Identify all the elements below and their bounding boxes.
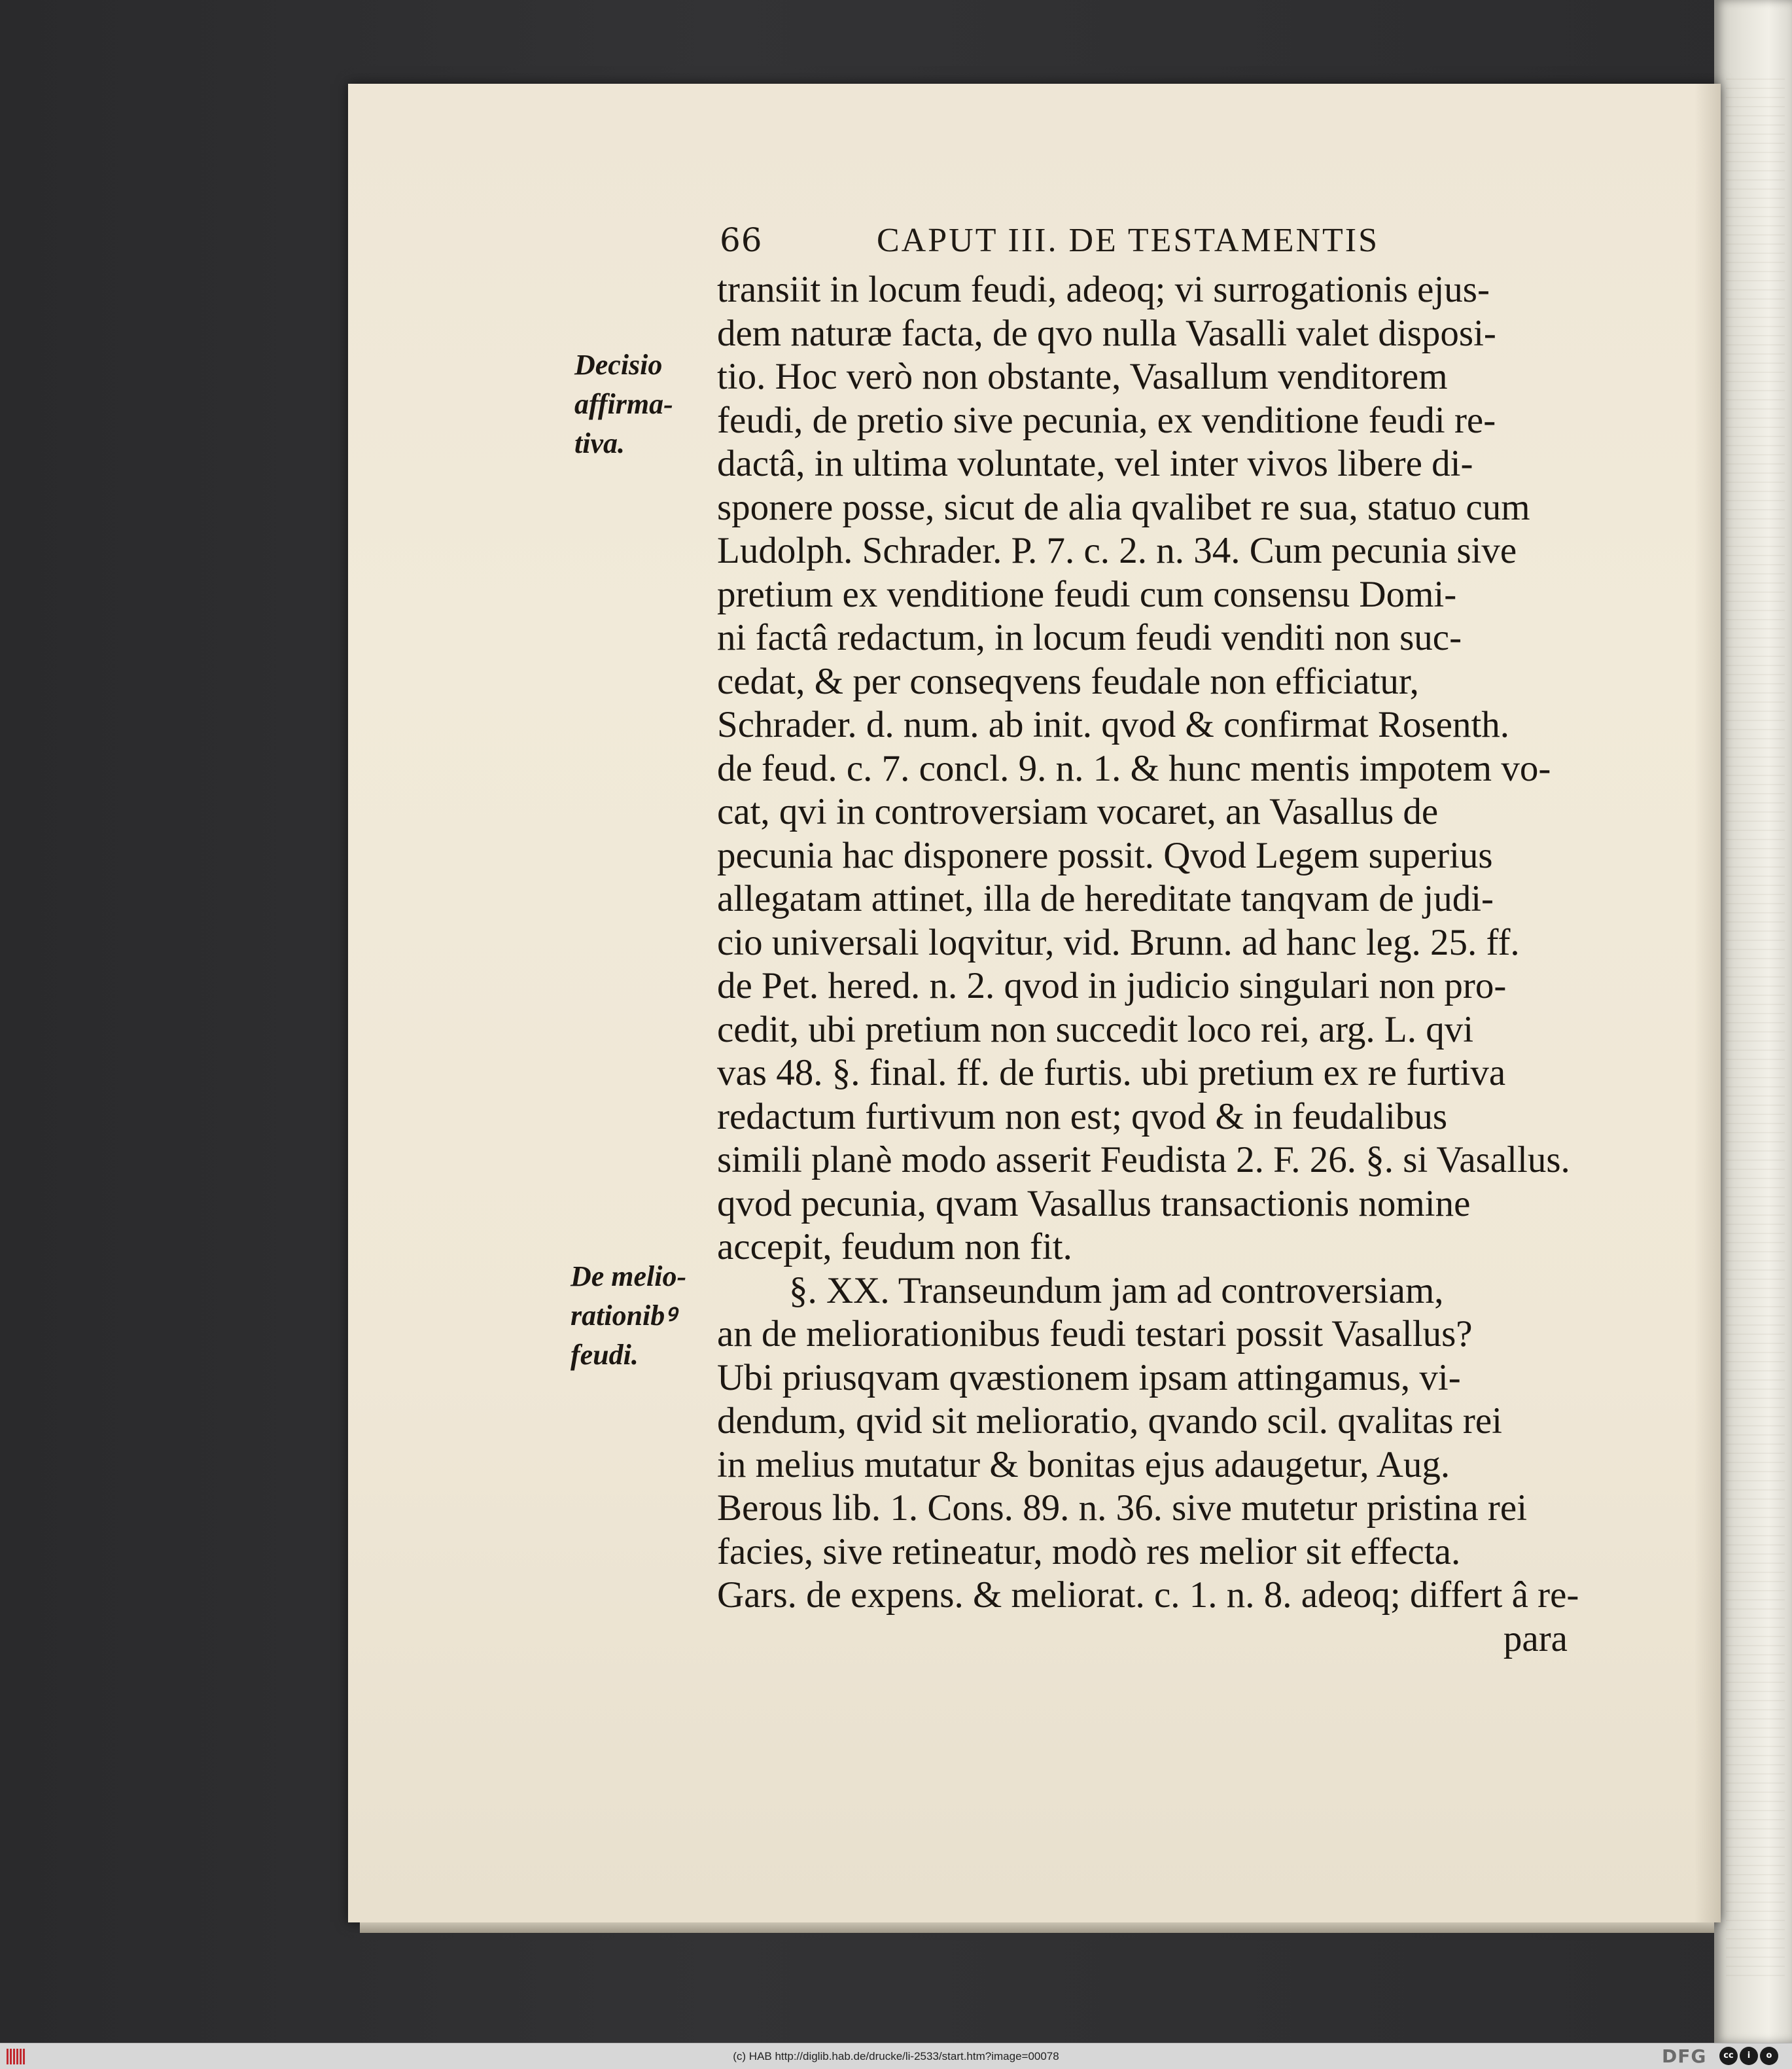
margin-note-meliorationibus: [571, 1257, 686, 1375]
margin-note-line: rationibꝰ: [571, 1300, 676, 1332]
page-header: [720, 221, 1452, 267]
page-stack-edge: [1714, 0, 1792, 2043]
margin-note-line: feudi.: [571, 1339, 639, 1371]
text-line: cio universali loqvitur, vid. Brunn. ad hanc leg. 25. ff.: [717, 921, 1520, 963]
text-line: sponere posse, sicut de alia qvalibet re sua, statuo cum: [717, 486, 1530, 528]
text-line: allegatam attinet, illa de hereditate tanqvam de judi-: [717, 878, 1494, 919]
text-line: dactâ, in ultima voluntate, vel inter vivos libere di-: [717, 443, 1473, 484]
text-line: accepit, feudum non fit.: [717, 1226, 1072, 1267]
text-line: de Pet. hered. n. 2. qvod in judicio singulari non pro-: [717, 965, 1507, 1006]
running-head: CAPUT III. DE TESTAMENTIS: [877, 222, 1380, 259]
text-line: cat, qvi in controversiam vocaret, an Vasallus de: [717, 791, 1439, 832]
text-line: Berous lib. 1. Cons. 89. n. 36. sive mutetur pristina rei: [717, 1487, 1528, 1529]
text-line: Ludolph. Schrader. P. 7. c. 2. n. 34. Cum pecunia sive: [717, 530, 1517, 571]
margin-note-line: Decisio: [574, 349, 663, 381]
dfg-logo: DFG: [1662, 2045, 1707, 2067]
text-line: an de meliorationibus feudi testari possit Vasallus?: [717, 1313, 1473, 1354]
text-line: dem naturæ facta, de qvo nulla Vasalli valet disposi-: [717, 312, 1496, 354]
sa-icon[interactable]: o: [1760, 2047, 1778, 2065]
text-line: pretium ex venditione feudi cum consensu Domi-: [717, 573, 1457, 615]
by-icon[interactable]: i: [1740, 2047, 1758, 2065]
text-line: redactum furtivum non est; qvod & in feudalibus: [717, 1095, 1448, 1137]
text-line: Gars. de expens. & meliorat. c. 1. n. 8. adeoq; differt â re-: [717, 1574, 1579, 1616]
page-bottom-edge: [360, 1922, 1714, 1933]
text-line: in melius mutatur & bonitas ejus adaugetur, Aug.: [717, 1443, 1450, 1485]
margin-note-decisio: [574, 345, 673, 463]
text-line: vas 48. §. final. ff. de furtis. ubi pretium ex re furtiva: [717, 1052, 1506, 1093]
text-line: Ubi priusqvam qvæstionem ipsam attingamus, vi-: [717, 1356, 1461, 1398]
text-line: pecunia hac disponere possit. Qvod Legem superius: [717, 834, 1493, 876]
catchword: para: [1503, 1618, 1568, 1659]
text-line: transiit in locum feudi, adeoq; vi surrogationis ejus-: [717, 269, 1490, 310]
text-line: ni factâ redactum, in locum feudi venditi non suc-: [717, 617, 1462, 658]
license-icons[interactable]: [1719, 2047, 1778, 2065]
cc-icon[interactable]: cc: [1719, 2047, 1738, 2065]
text-line: §. XX. Transeundum jam ad controversiam,: [789, 1269, 1444, 1311]
text-line: cedat, & per conseqvens feudale non efficiatur,: [717, 660, 1419, 702]
margin-note-line: affirma-: [574, 388, 673, 420]
text-line: facies, sive retineatur, modò res melior sit effecta.: [717, 1530, 1461, 1572]
text-line: cedit, ubi pretium non succedit loco rei, arg. L. qvi: [717, 1008, 1474, 1050]
status-bar: [0, 2043, 1792, 2069]
text-line: feudi, de pretio sive pecunia, ex venditione feudi re-: [717, 399, 1496, 441]
text-line: simili planè modo asserit Feudista 2. F. 26. §. si Vasallus.: [717, 1139, 1570, 1180]
body-text: [717, 268, 1600, 1661]
page-number: 66: [720, 221, 763, 259]
credit-link[interactable]: (c) HAB http://diglib.hab.de/drucke/li-2533/start.htm?image=00078: [733, 2050, 1059, 2062]
margin-note-line: De melio-: [571, 1260, 687, 1292]
text-line: dendum, qvid sit melioratio, qvando scil. qvalitas rei: [717, 1400, 1502, 1441]
text-line: tio. Hoc verò non obstante, Vasallum venditorem: [717, 356, 1448, 397]
text-line: qvod pecunia, qvam Vasallus transactionis nomine: [717, 1182, 1471, 1224]
text-line: de feud. c. 7. concl. 9. n. 1. & hunc mentis impotem vo-: [717, 747, 1551, 789]
text-line: Schrader. d. num. ab init. qvod & confirmat Rosenth.: [717, 704, 1510, 745]
margin-note-line: tiva.: [574, 427, 625, 459]
